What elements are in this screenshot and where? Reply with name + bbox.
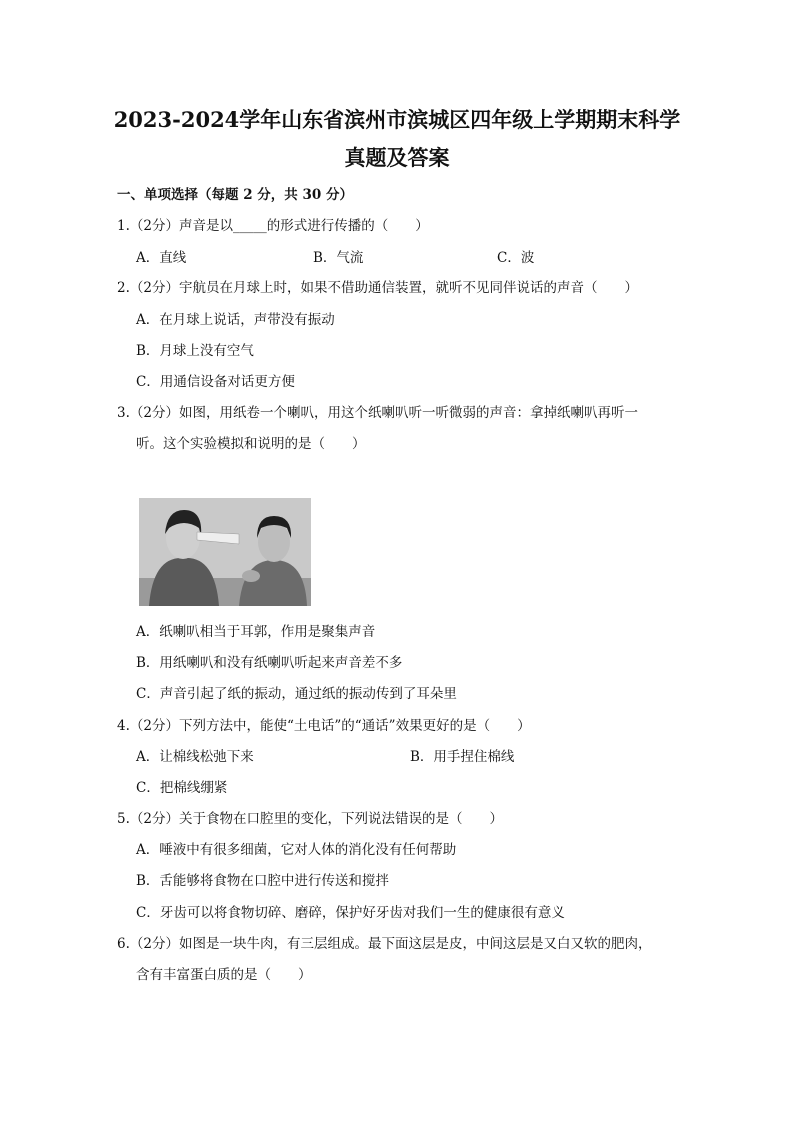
q5-option-c: C．牙齿可以将食物切碎、磨碎，保护好牙齿对我们一生的健康很有意义 [136,905,565,921]
question-6-stem: 6.（2分）如图是一块牛肉，有三层组成。最下面这层是皮，中间这层是又白又软的肥肉， [117,936,652,952]
q4-option-a: A．让棉线松弛下来 [136,749,254,765]
q3-option-c: C．声音引起了纸的振动，通过纸的振动传到了耳朵里 [136,686,457,702]
q2-option-a: A．在月球上说话，声带没有振动 [136,312,335,328]
paper-trumpet-photo [139,498,311,606]
q1-option-a: A．直线 [136,250,187,266]
q5-option-a: A．唾液中有很多细菌，它对人体的消化没有任何帮助 [136,842,457,858]
question-1-stem: 1.（2分）声音是以_____的形式进行传播的（ ） [117,218,429,234]
section-heading: 一、单项选择（每题 2 分，共 30 分） [117,187,353,203]
q4-option-b: B．用手捏住棉线 [410,749,515,765]
question-3-stem-cont: 听。这个实验模拟和说明的是（ ） [136,436,366,452]
question-6-stem-cont: 含有丰富蛋白质的是（ ） [136,967,312,983]
doc-title-line2: 真题及答案 [344,145,450,170]
q1-option-c: C．波 [497,250,535,266]
doc-title-line1: 2023-2024学年山东省滨州市滨城区四年级上学期期末科学 [113,107,681,132]
question-4-stem: 4.（2分）下列方法中，能使“土电话”的“通话”效果更好的是（ ） [117,718,531,734]
q1-option-b: B．气流 [313,250,364,266]
q4-option-c: C．把棉线绷紧 [136,780,228,796]
q2-option-c: C．用通信设备对话更方便 [136,374,295,390]
q2-option-b: B．月球上没有空气 [136,343,254,359]
q3-option-b: B．用纸喇叭和没有纸喇叭听起来声音差不多 [136,655,403,671]
question-2-stem: 2.（2分）宇航员在月球上时，如果不借助通信装置，就听不见同伴说话的声音（ ） [117,280,638,296]
q3-option-a: A．纸喇叭相当于耳郭，作用是聚集声音 [136,624,376,640]
question-3-stem: 3.（2分）如图，用纸卷一个喇叭，用这个纸喇叭听一听微弱的声音：拿掉纸喇叭再听一 [117,405,638,421]
q5-option-b: B．舌能够将食物在口腔中进行传送和搅拌 [136,873,389,889]
question-5-stem: 5.（2分）关于食物在口腔里的变化，下列说法错误的是（ ） [117,811,503,827]
